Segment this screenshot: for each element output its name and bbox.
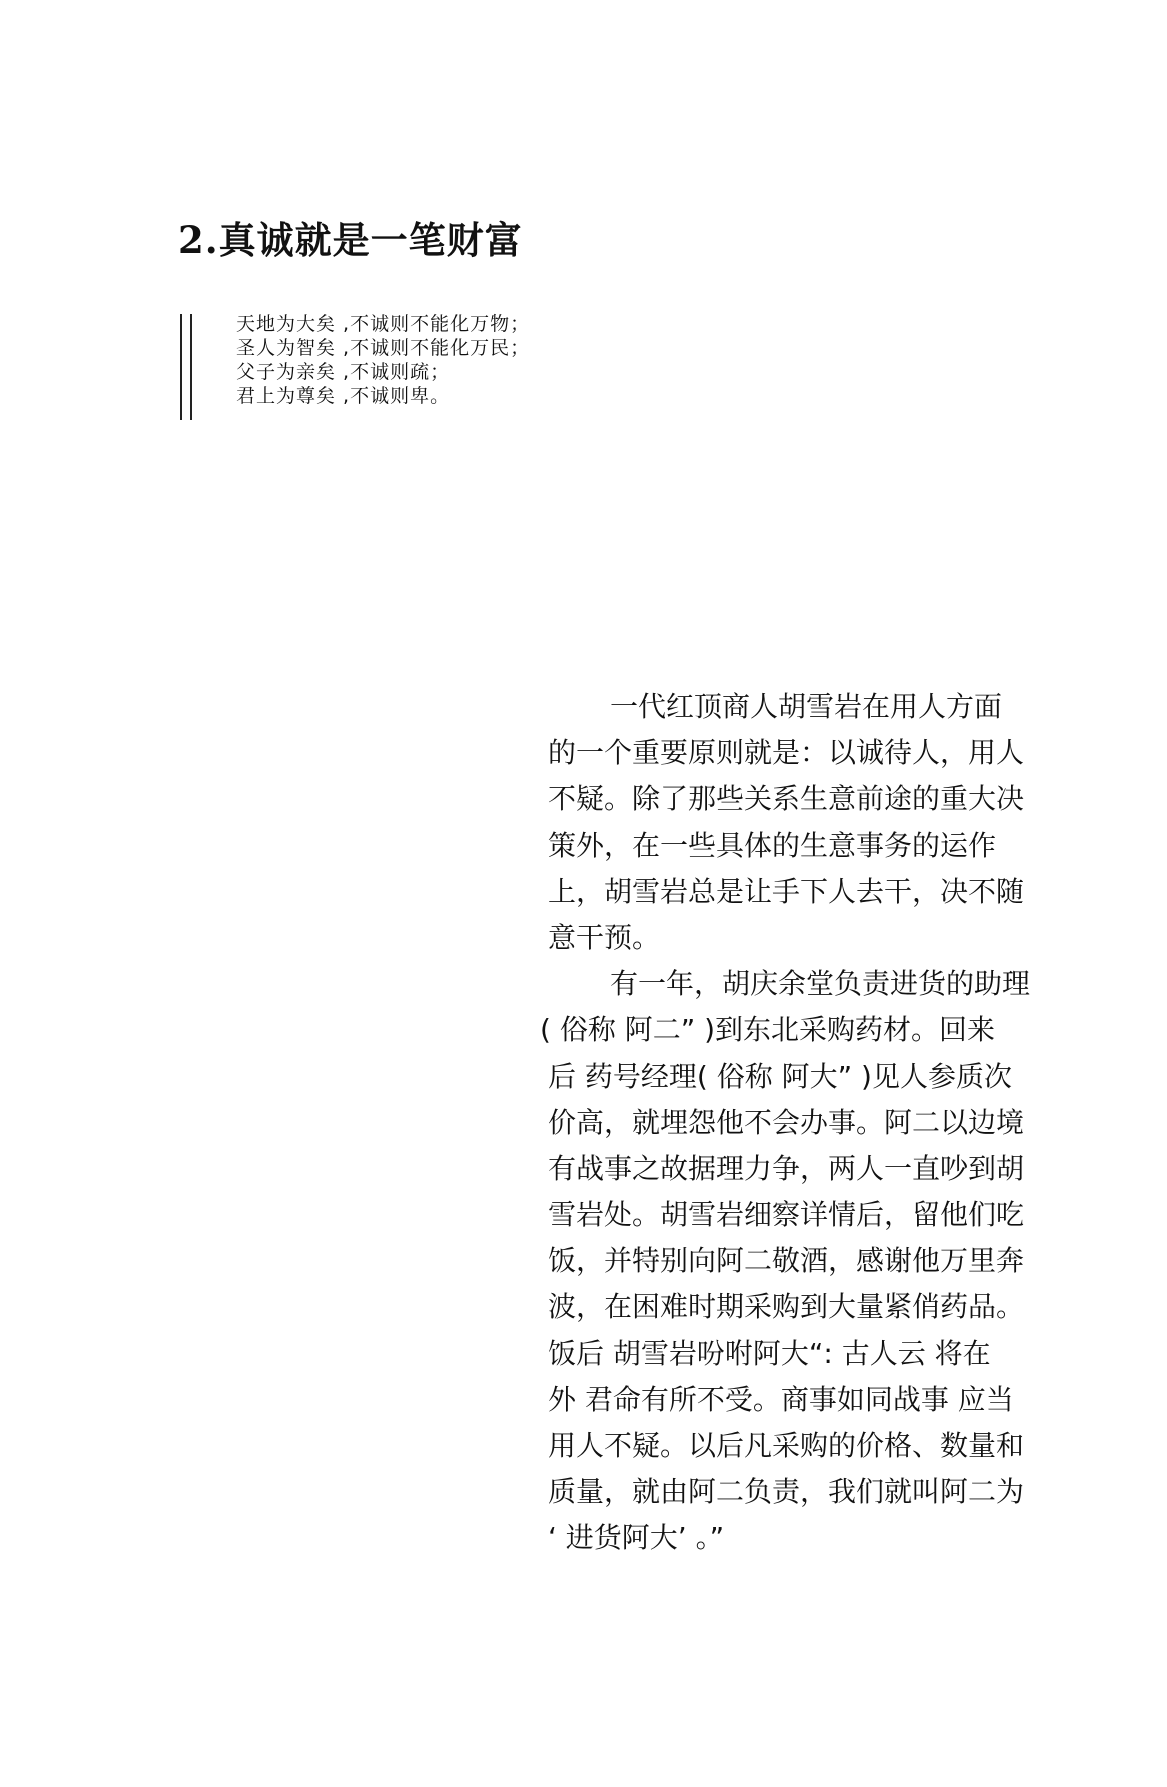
body-line: 饭后 胡雪岩吩咐阿大“: 古人云 将在 <box>548 1336 991 1370</box>
body-line: 有战事之故据理力争，两人一直吵到胡 <box>548 1151 1025 1185</box>
epigraph-line: 父子为亲矣 ,不诚则疏； <box>236 361 451 383</box>
body-line: 用人不疑。以后凡采购的价格、数量和 <box>548 1429 1025 1462</box>
body-line: 策外，在一些具体的生意事务的运作 <box>548 828 997 862</box>
body-line: 波，在困难时期采购到大量紧俏药品。 <box>548 1290 1025 1324</box>
body-line: 有一年，胡庆余堂负责进货的助理 <box>610 967 1031 1001</box>
body-line: 后 药号经理( 俗称 阿大” )见人参质次 <box>548 1059 1012 1093</box>
epigraph-bar-right <box>190 314 192 420</box>
epigraph-block <box>178 312 618 422</box>
body-line: ( 俗称 阿二” )到东北采购药材。回来 <box>540 1013 996 1047</box>
section-title: 2.真诚就是一笔财富 <box>178 218 523 262</box>
body-line: 价高，就埋怨他不会办事。阿二以边境 <box>548 1105 1025 1139</box>
body-line: 意干预。 <box>548 920 661 954</box>
body-line: 不疑。除了那些关系生意前途的重大决 <box>548 782 1025 816</box>
body-line: 上，胡雪岩总是让手下人去干，决不随 <box>548 874 1025 908</box>
body-line: 一代红顶商人胡雪岩在用人方面 <box>610 690 1003 723</box>
epigraph-line: 圣人为智矣 ,不诚则不能化万民； <box>236 337 531 359</box>
epigraph-lines <box>236 312 530 408</box>
body-line: 雪岩处。胡雪岩细察详情后，留他们吃 <box>548 1198 1025 1232</box>
epigraph-bar-left <box>180 314 182 420</box>
body-line: 质量，就由阿二负责，我们就叫阿二为 <box>548 1475 1025 1509</box>
body-line: 的一个重要原则就是：以诚待人，用人 <box>548 736 1025 770</box>
epigraph-line: 君上为尊矣 ,不诚则卑。 <box>236 385 451 407</box>
epigraph-line: 天地为大矣 ,不诚则不能化万物； <box>236 313 531 335</box>
body-text <box>540 684 1068 1562</box>
body-line: ‘ 进货阿大’ 。” <box>548 1521 725 1555</box>
body-line: 饭，并特别向阿二敬酒，感谢他万里奔 <box>548 1244 1025 1278</box>
body-line: 外 君命有所不受。商事如同战事 应当 <box>548 1382 1014 1416</box>
